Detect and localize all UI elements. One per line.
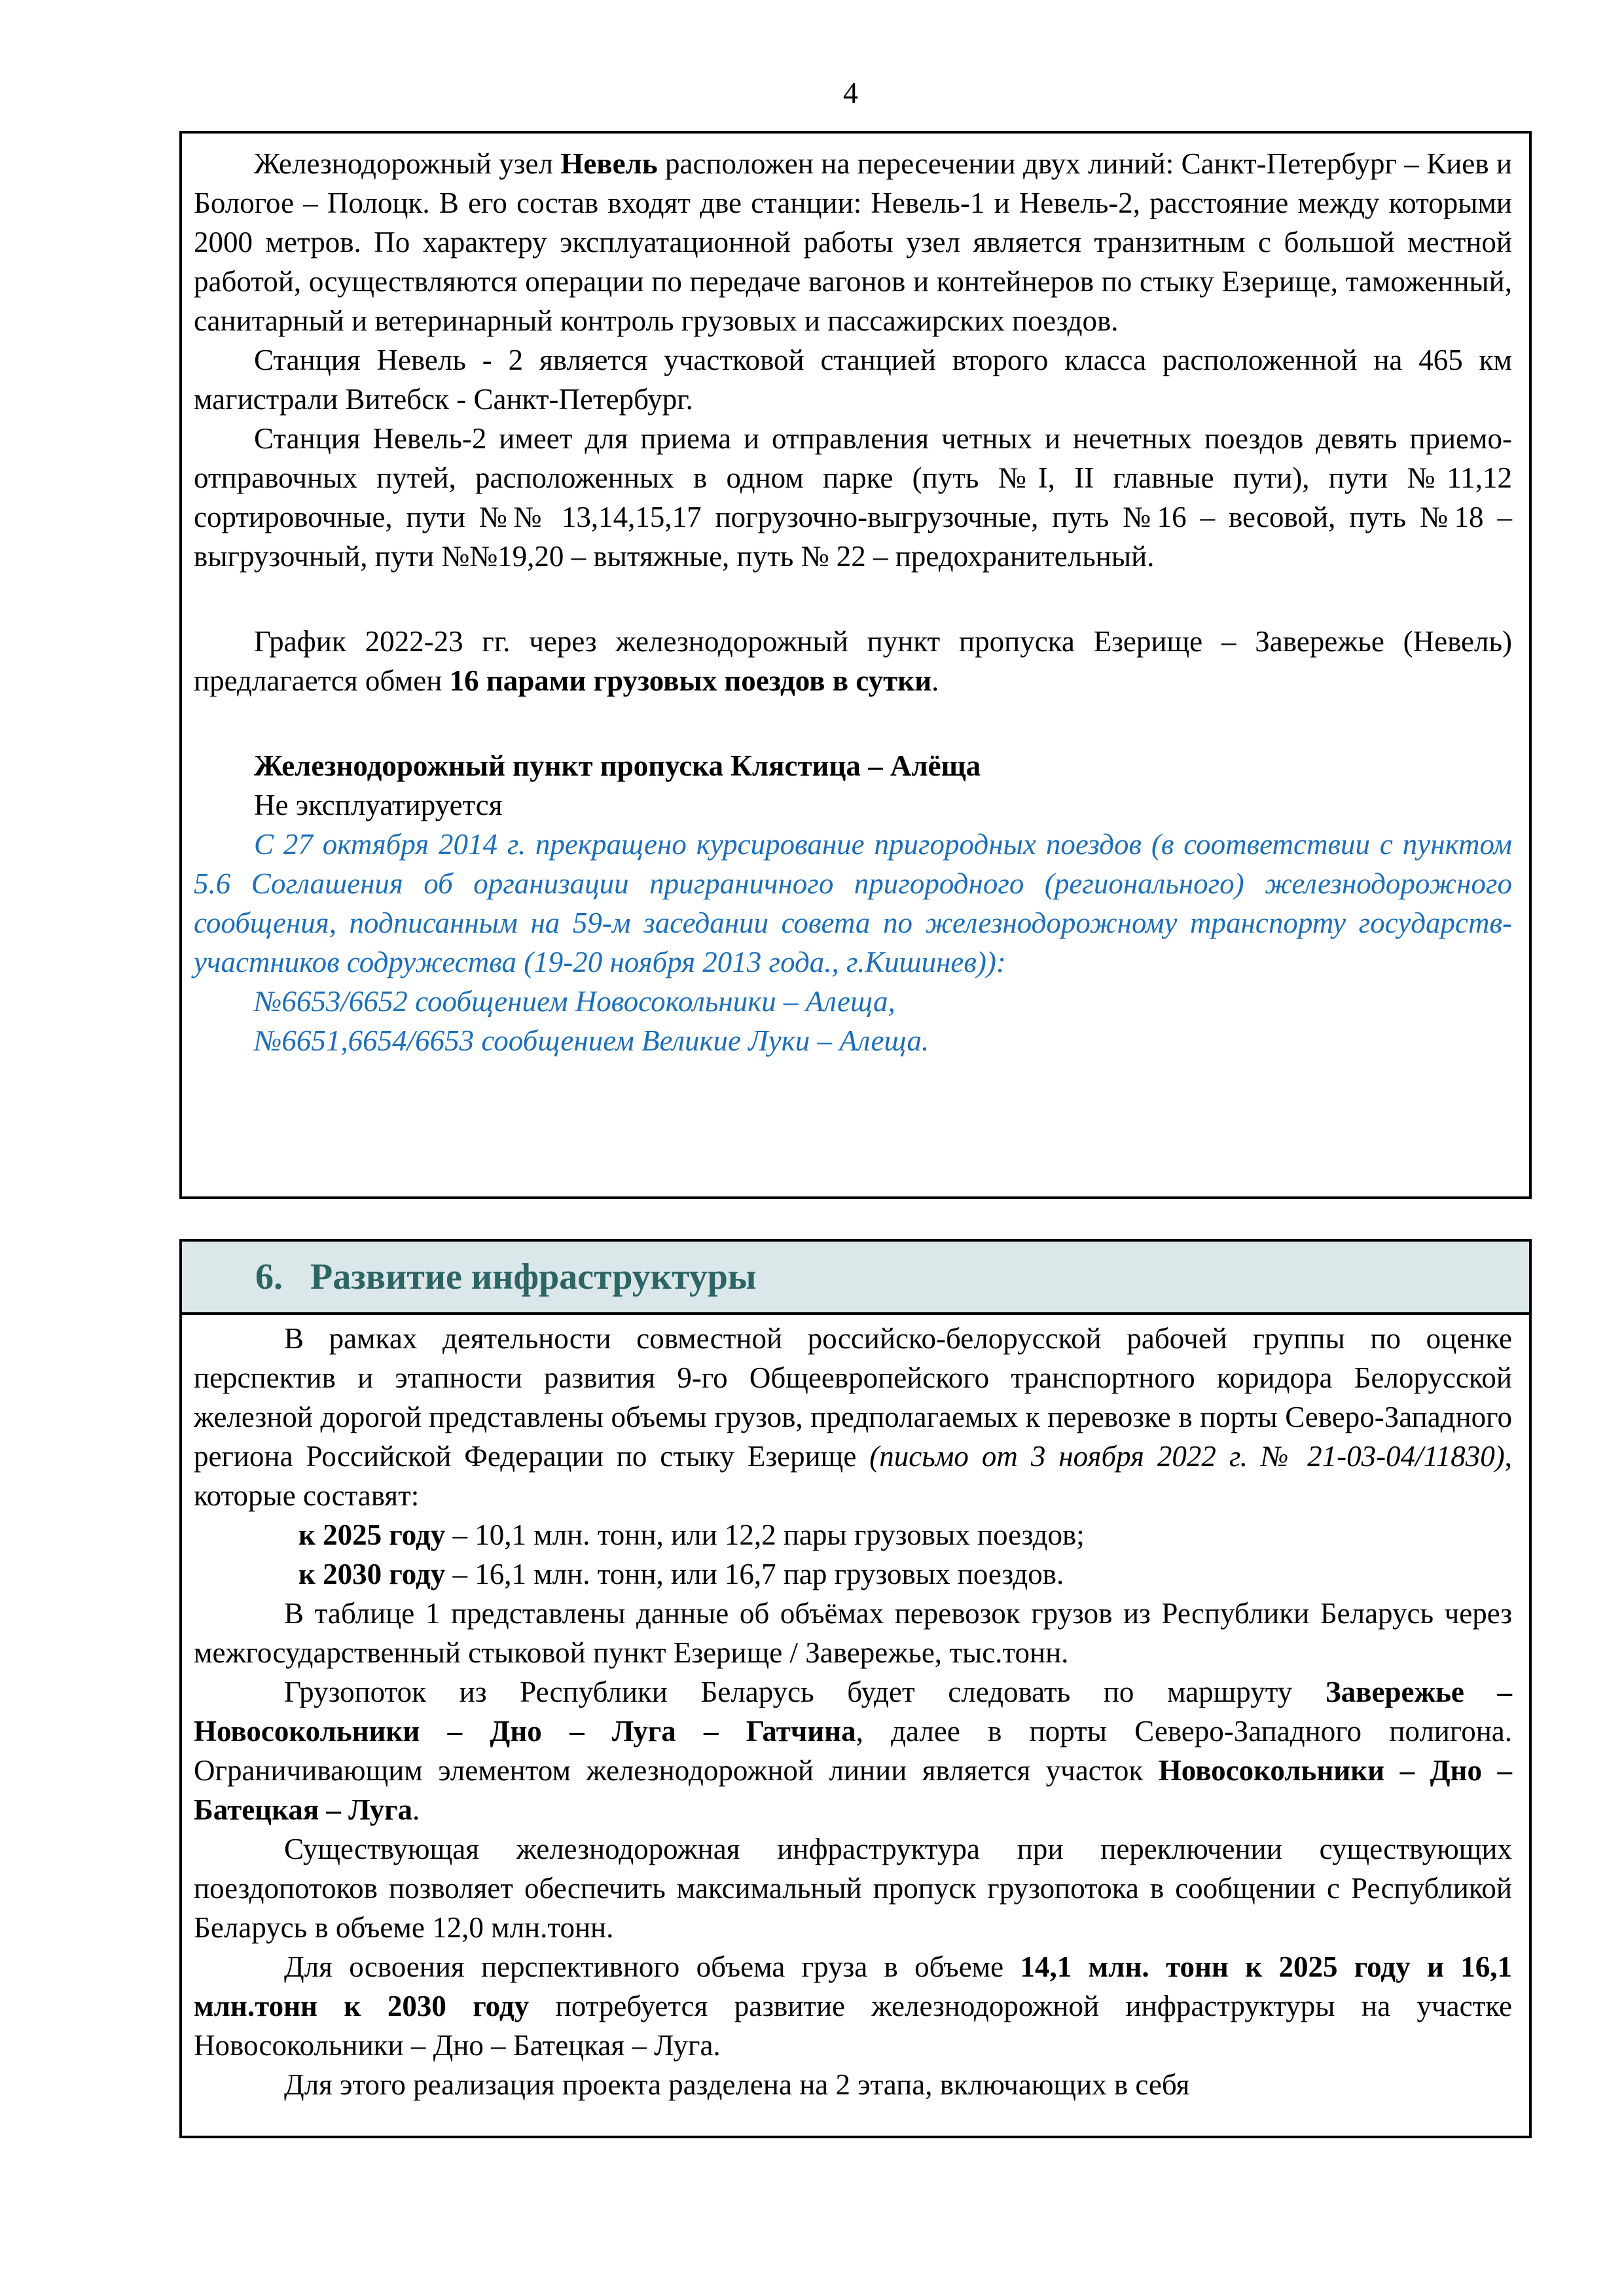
content-box-infrastructure [179, 1239, 1532, 2138]
text-run: Не эксплуатируется [254, 789, 503, 821]
para-not-operated [194, 785, 1512, 825]
text-run: Станция Невель - 2 является участковой станцией второго класса расположенной на 465 км магистрали Витебск - Санкт-Петербург. [194, 344, 1512, 416]
blank-line [194, 576, 1512, 622]
text-run: расположен на пересечении двух линий: Санкт-Петербург – Киев и Бологое – Полоцк. В его состав входят две станции: Невель-1 и Невель-2, расстояние между которыми 2000 метров. По характеру эксплуатационной работы узел является транзитным с большой местной работой, осуществляются операции по передаче вагонов и контейнеров по стыку Езерище, таможенный, санитарный и ветеринарный контроль грузовых и пассажирских поездов. [194, 147, 1512, 337]
text-run: Железнодорожный узел [254, 147, 561, 180]
para-2025-volume [194, 1515, 1512, 1554]
section-6-heading [182, 1242, 1529, 1315]
text-run: В таблице 1 представлены данные об объёмах перевозок грузов из Республики Беларусь через межгосударственный стыковой пункт Езерище / Завережье, тыс.тонн. [194, 1597, 1512, 1669]
text-run-blue-italic: №6651,6654/6653 сообщением Великие Луки – Алеща. [254, 1024, 929, 1057]
para-checkpoint-klyastitsa-heading [194, 746, 1512, 785]
text-run: Для освоения перспективного объема груза в объеме [284, 1950, 1020, 1983]
text-run: потребуется развитие железнодорожной инфраструктуры на участке Новосокольники – Дно – Батецкая – Луга. [194, 1990, 1512, 2062]
text-run: Для этого реализация проекта разделена на 2 этапа, включающих в себя [284, 2068, 1190, 2101]
text-run: , далее в порты Северо-Западного полигона. Ограничивающим элементом железнодорожной линии является участок [194, 1715, 1512, 1787]
text-run: – 16,1 млн. тонн, или 16,7 пар грузовых поездов. [445, 1558, 1064, 1590]
para-2030-volume [194, 1554, 1512, 1594]
text-run: Грузопоток из Республики Беларусь будет следовать по маршруту [284, 1676, 1326, 1708]
text-run: Станция Невель-2 имеет для приема и отправления четных и нечетных поездов девять приемо-отправочных путей, расположенных в одном парке (путь №I, II главные пути), пути №11,12 сортировочные, пути №№ 13,14,15,17 погрузочно-выгрузочные, путь №16 – весовой, путь №18 – выгрузочный, пути №№19,20 – вытяжные, путь № 22 – предохранительный. [194, 422, 1512, 573]
para-train-6651-6654-6653 [194, 1021, 1512, 1060]
text-run: В рамках деятельности совместной российско-белорусской рабочей группы по оценке перспектив и этапности развития 9-го Общеевропейского транспортного коридора Белорусской железной дорогой представлены объемы грузов, предполагаемых к перевозке в порты Северо-Западного региона Российской Федерации по стыку Езерище [194, 1322, 1512, 1473]
section-6-body [182, 1315, 1529, 2104]
text-run: . [931, 664, 939, 697]
text-run-bold: к 2025 году [298, 1518, 446, 1551]
text-run-bold: Новосокольники – Дно – Батецкая – Луга [194, 1754, 1512, 1826]
text-run-bold: 16 парами грузовых поездов в сутки [449, 664, 932, 697]
para-suburban-trains-cancelled [194, 825, 1512, 982]
para-project-stages [194, 2065, 1512, 2104]
section-title: Развитие инфраструктуры [310, 1257, 757, 1297]
page-number: 4 [843, 76, 858, 109]
text-run-bold: к 2030 году [298, 1558, 446, 1590]
text-run-bold: Невель [560, 147, 658, 180]
para-development-needed [194, 1947, 1512, 2065]
section-number: 6. [255, 1257, 283, 1297]
para-nevel2-tracks [194, 419, 1512, 576]
blank-line [194, 700, 1512, 746]
text-run-blue-italic: №6653/6652 сообщением Новосокольники – Алеща, [254, 985, 895, 1018]
para-table-1 [194, 1594, 1512, 1672]
content-box-nevel-junction [179, 131, 1532, 1199]
para-train-6653-6652 [194, 982, 1512, 1021]
text-run: . [412, 1793, 420, 1826]
para-cargo-route [194, 1672, 1512, 1829]
para-schedule-2022-23 [194, 622, 1512, 700]
text-run-bold: Завережье – Новосокольники – Дно – Луга – Гатчина [194, 1676, 1512, 1748]
para-nevel-junction [194, 144, 1512, 340]
text-run: – 10,1 млн. тонн, или 12,2 пары грузовых поездов; [445, 1518, 1085, 1551]
para-working-group [194, 1319, 1512, 1515]
text-run: , которые составят: [194, 1440, 1512, 1512]
para-existing-infrastructure [194, 1829, 1512, 1947]
text-run-blue-italic: С 27 октября 2014 г. прекращено курсирование пригородных поездов (в соответствии с пунктом 5.6 Соглашения об организации приграничного пригородного (регионального) железнодорожного сообщения, подписанным на 59-м заседании совета по железнодорожному транспорту государств-участников содружества (19-20 ноября 2013 года., г.Кишинев)): [194, 828, 1512, 978]
text-run-bold: 14,1 млн. тонн к 2025 году и 16,1 млн.тонн к 2030 году [194, 1950, 1512, 2022]
para-nevel2-station [194, 340, 1512, 419]
text-run-bold: Железнодорожный пункт пропуска Клястица – Алёща [254, 749, 981, 782]
text-run: Существующая железнодорожная инфраструктура при переключении существующих поездопотоков позволяет обеспечить максимальный пропуск грузопотока в сообщении с Республикой Беларусь в объеме 12,0 млн.тонн. [194, 1833, 1512, 1944]
text-run-italic: (письмо от 3 ноября 2022 г. № 21-03-04/11830) [869, 1440, 1505, 1473]
text-run: График 2022-23 гг. через железнодорожный пункт пропуска Езерище – Завережье (Невель) предлагается обмен [194, 625, 1512, 697]
